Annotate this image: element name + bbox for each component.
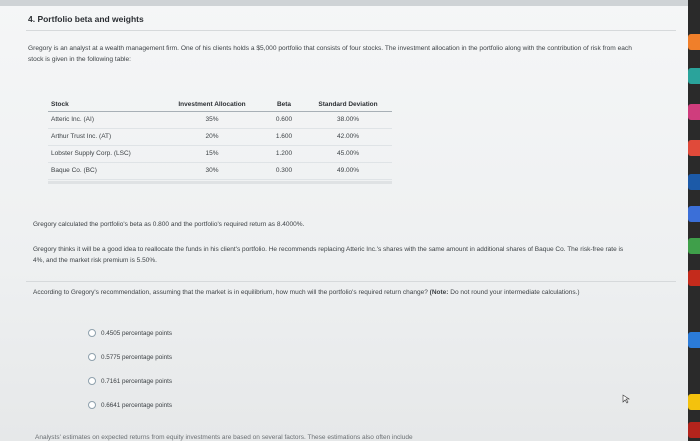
option-label[interactable]: 0.4505 percentage points [101,329,173,337]
acrobat-icon[interactable] [688,422,700,438]
browser-top-strip [0,0,688,6]
allocation-value: 35% [205,116,219,123]
chrome-icon[interactable] [688,140,700,156]
question-text: According to Gregory's recommendation, assuming that the market is in equilibrium, how much will the portfolio's required return change? [33,289,428,296]
notes-icon[interactable] [688,206,700,222]
stock-name: Lobster Supply Corp. (LSC) [51,150,131,157]
intro-paragraph: Gregory is an analyst at a wealth management firm. One of his clients holds a $5,000 portfolio that consists of four stocks. The investment allocation in the portfolio along with the contribution of risk from each stock is given in the following table: [28,45,632,63]
teal-app-icon[interactable] [688,68,700,84]
green-app-icon[interactable] [688,238,700,254]
radio-button[interactable] [88,353,96,361]
table-row [48,146,392,163]
drive-icon[interactable] [688,394,700,410]
heading-divider [26,30,676,31]
red-app-icon[interactable] [688,270,700,286]
note-label: (Note: [429,289,449,296]
std-dev-value: 45.00% [336,150,360,157]
beta-value: 1.200 [275,150,293,157]
blue-square-icon[interactable] [688,174,700,190]
app-dock [688,0,700,441]
beta-value: 0.600 [275,116,293,123]
radio-button[interactable] [88,329,96,337]
allocation-value: 20% [205,133,219,140]
stock-name: Atteric Inc. (AI) [51,116,94,123]
note-text: Do not round your intermediate calculations.) [450,289,580,296]
table-header-row [48,97,392,112]
std-dev-value: 38.00% [336,116,360,123]
radio-button[interactable] [88,377,96,385]
section-divider [26,281,676,282]
radio-button[interactable] [88,401,96,409]
orange-app-icon[interactable] [688,34,700,50]
beta-paragraph: Gregory calculated the portfolio's beta as 0.800 and the portfolio's required return as 8.4000%. [33,221,305,228]
table-bottom-rule [48,181,392,184]
mouse-cursor-icon [622,394,631,404]
pink-app-icon[interactable] [688,104,700,120]
stock-name: Baque Co. (BC) [51,167,97,174]
blue-app-icon[interactable] [688,332,700,348]
table-row [48,163,392,180]
option-label[interactable]: 0.6641 percentage points [101,401,173,409]
portfolio-table [48,97,392,184]
question-heading: 4. Portfolio beta and weights [28,14,144,24]
option-label[interactable]: 0.7161 percentage points [101,377,173,385]
beta-value: 1.600 [275,133,293,140]
header-beta: Beta [276,101,292,108]
std-dev-value: 49.00% [336,167,360,174]
std-dev-value: 42.00% [336,133,360,140]
allocation-value: 30% [205,167,219,174]
beta-value: 0.300 [275,167,293,174]
table-row [48,112,392,129]
question-paragraph [33,287,633,298]
table-row [48,129,392,146]
header-stock: Stock [51,101,69,108]
option-label[interactable]: 0.5775 percentage points [101,353,173,361]
next-section-text: Analysts' estimates on expected returns from equity investments are based on several factors. These estimations also often include [35,434,413,441]
header-std-dev: Standard Deviation [318,101,378,108]
stock-name: Arthur Trust Inc. (AT) [51,133,112,140]
reallocation-paragraph: Gregory thinks it will be a good idea to reallocate the funds in his client's portfolio. He recommends replacing Atteric Inc.'s shares with the same amount in additional shares of Baque Co. The risk-free rate is 4%, and the market risk premium is 5.50%. [33,246,624,264]
allocation-value: 15% [205,150,219,157]
header-allocation: Investment Allocation [178,101,246,108]
